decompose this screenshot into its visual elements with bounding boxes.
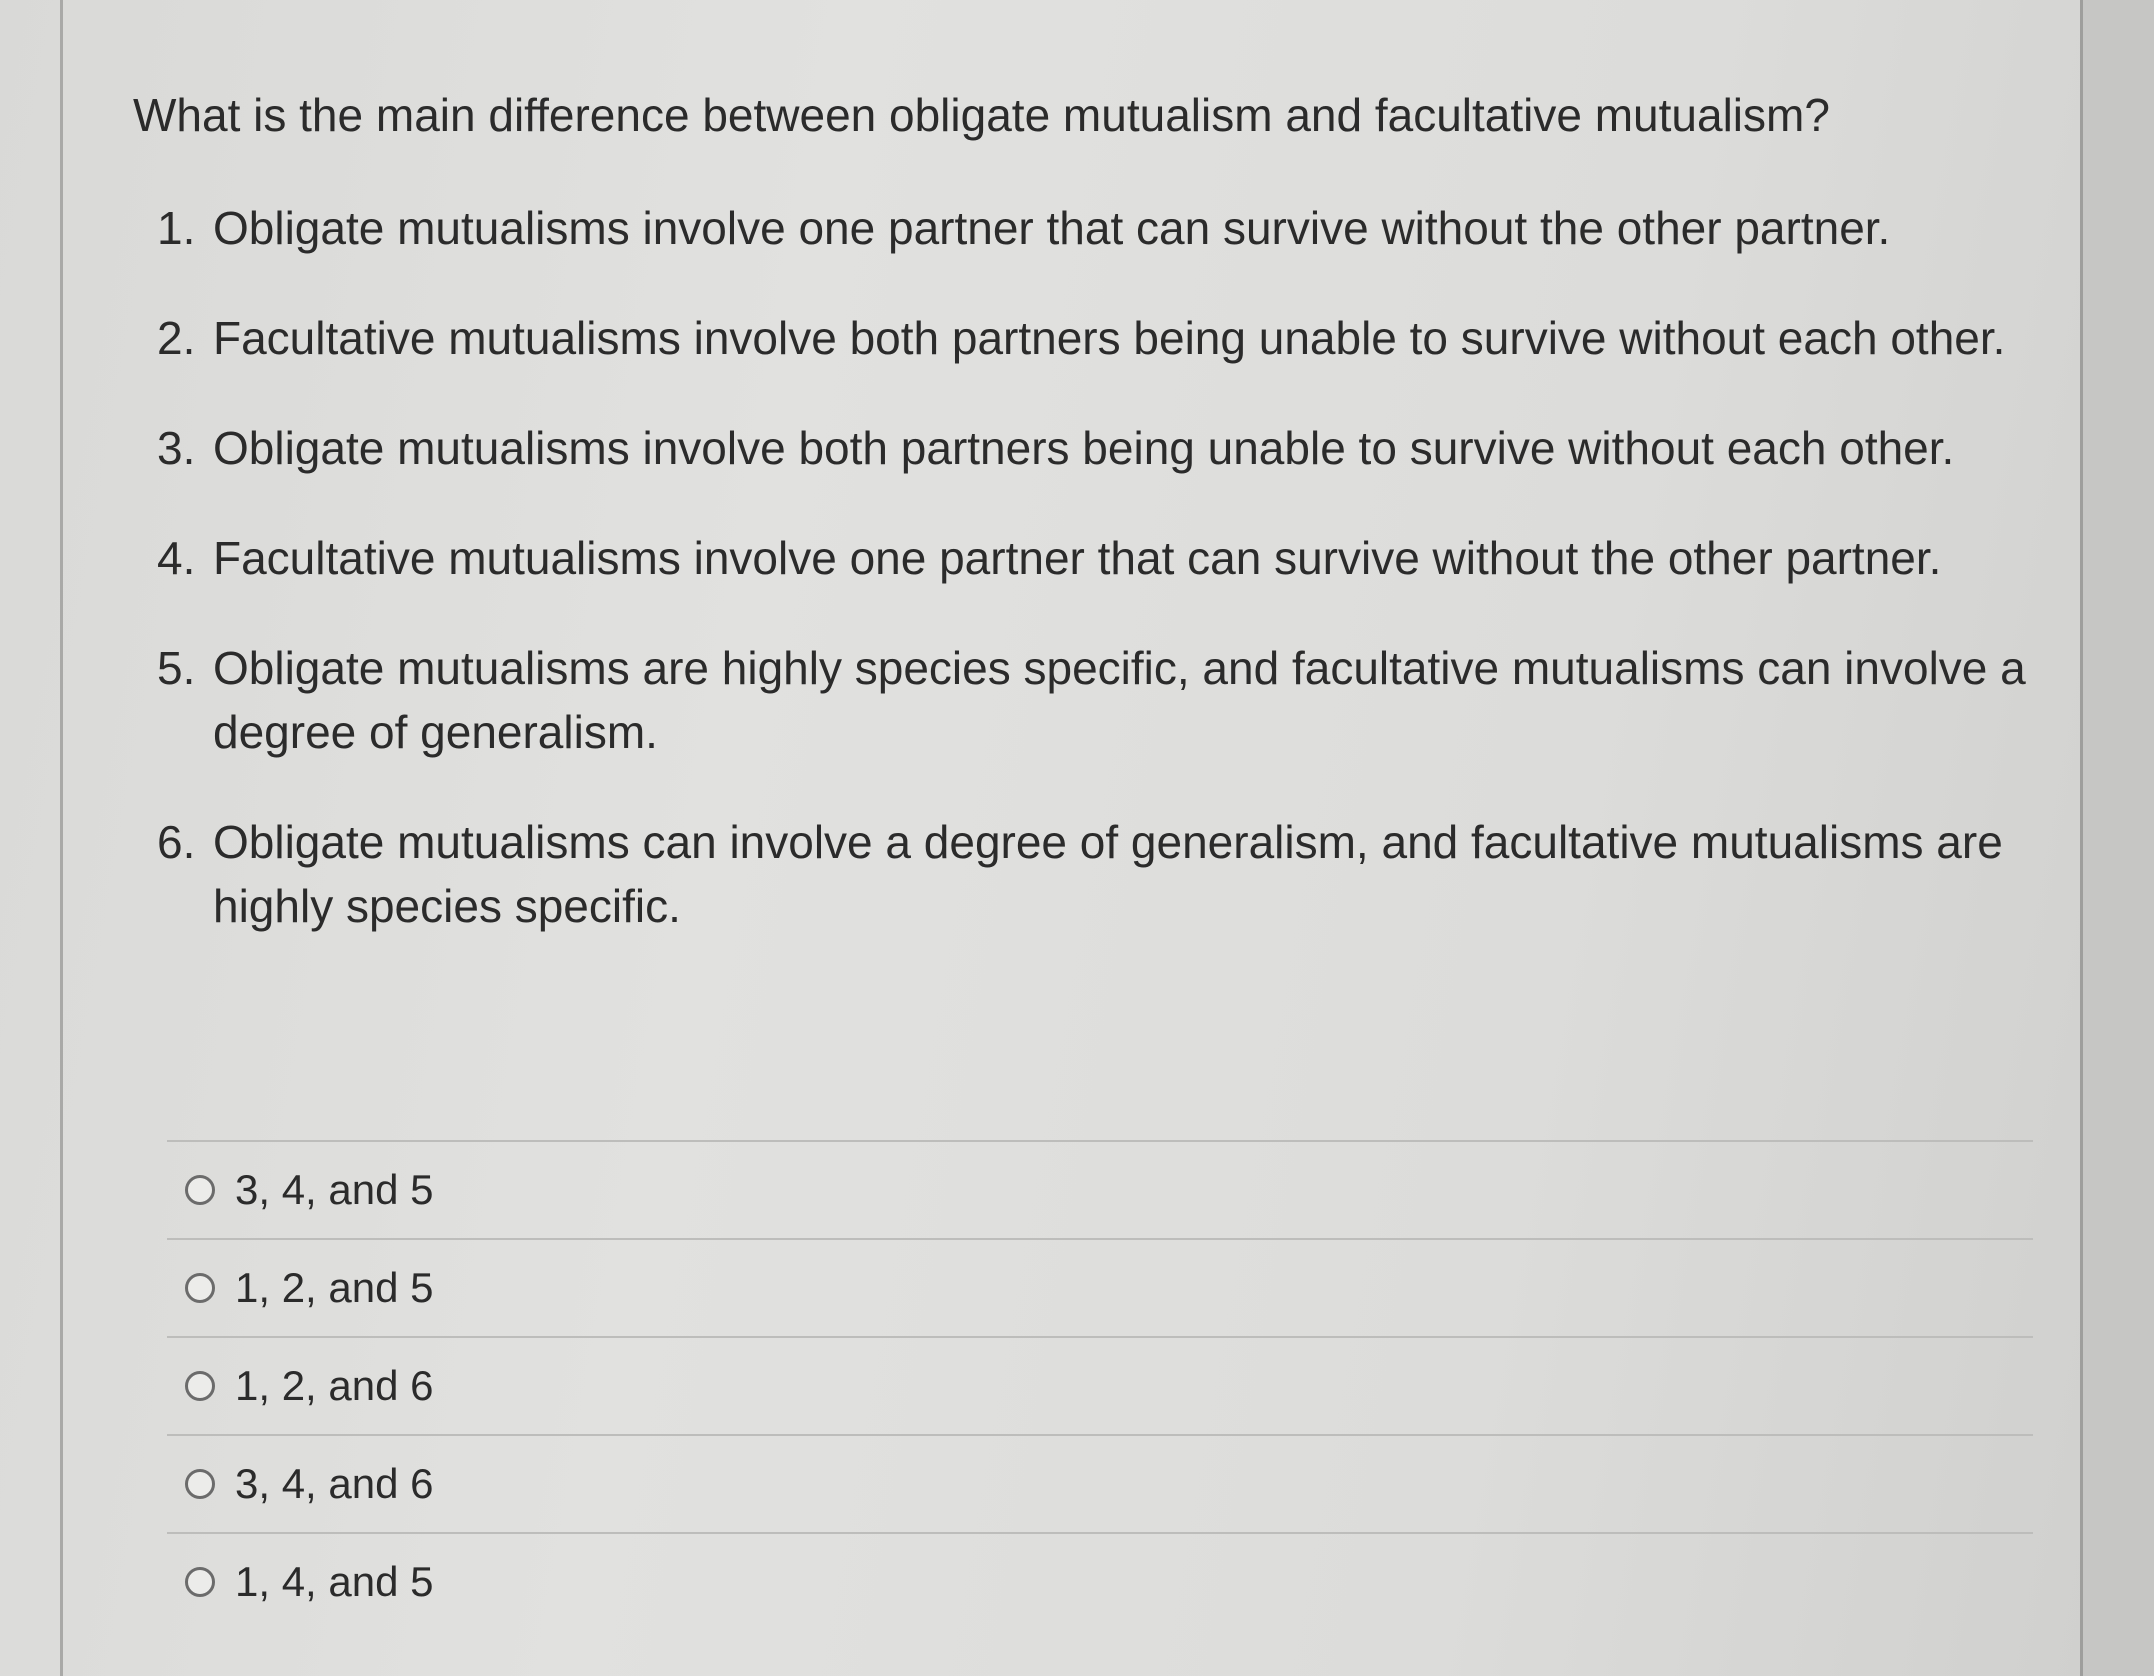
answer-option[interactable] xyxy=(167,1240,2033,1338)
statement-item xyxy=(157,196,2097,260)
radio-button-icon[interactable] xyxy=(185,1175,215,1205)
right-panel xyxy=(2080,0,2154,1676)
statement-number: 3. xyxy=(157,422,196,474)
answer-option-label[interactable]: 1, 2, and 6 xyxy=(235,1362,434,1409)
statement-number: 4. xyxy=(157,532,196,584)
answer-option[interactable] xyxy=(167,1142,2033,1240)
radio-button-icon[interactable] xyxy=(185,1371,215,1401)
answer-option-label[interactable]: 1, 2, and 5 xyxy=(235,1264,434,1311)
question-text: What is the main difference between obligate mutualism and facultative mutualism? xyxy=(133,89,1830,141)
statement-text: Facultative mutualisms involve one partner that can survive without the other partner. xyxy=(213,532,1942,584)
statement-text: Obligate mutualisms can involve a degree of generalism, and facultative mutualisms are highly species specific. xyxy=(213,816,2003,932)
statement-item xyxy=(157,810,2097,938)
answer-option[interactable] xyxy=(167,1338,2033,1436)
statement-text: Obligate mutualisms are highly species specific, and facultative mutualisms can involve a degree of generalism. xyxy=(213,642,2026,758)
question-card xyxy=(63,0,2080,1676)
answer-option[interactable] xyxy=(167,1436,2033,1534)
answer-option[interactable] xyxy=(167,1534,2033,1630)
answer-option-label[interactable]: 1, 4, and 5 xyxy=(235,1558,434,1605)
radio-button-icon[interactable] xyxy=(185,1273,215,1303)
statement-text: Obligate mutualisms involve both partners being unable to survive without each other. xyxy=(213,422,1955,474)
statement-number: 5. xyxy=(157,642,196,694)
statement-number: 2. xyxy=(157,312,196,364)
radio-button-icon[interactable] xyxy=(185,1469,215,1499)
statement-text: Facultative mutualisms involve both partners being unable to survive without each other. xyxy=(213,312,2006,364)
statement-item xyxy=(157,416,2097,480)
statement-item xyxy=(157,636,2097,764)
statement-number: 1. xyxy=(157,202,196,254)
statement-number: 6. xyxy=(157,816,196,868)
statement-item xyxy=(157,526,2097,590)
radio-button-icon[interactable] xyxy=(185,1567,215,1597)
statement-list xyxy=(157,196,2097,984)
answer-option-label[interactable]: 3, 4, and 6 xyxy=(235,1460,434,1507)
answer-options xyxy=(167,1140,2033,1630)
statement-item xyxy=(157,306,2097,370)
statement-text: Obligate mutualisms involve one partner that can survive without the other partner. xyxy=(213,202,1891,254)
answer-option-label[interactable]: 3, 4, and 5 xyxy=(235,1166,434,1213)
